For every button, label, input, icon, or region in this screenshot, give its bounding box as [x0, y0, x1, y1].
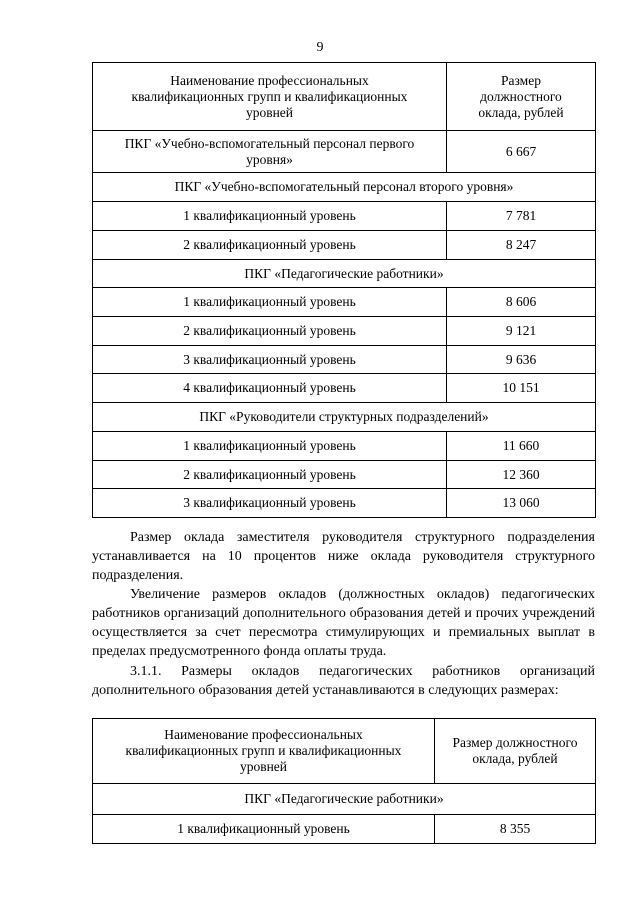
level-value: 12 360 — [447, 461, 596, 489]
level-label: 4 квалификационный уровень — [93, 374, 447, 403]
level-value: 11 660 — [447, 432, 596, 461]
group-row — [93, 173, 596, 202]
table-row — [93, 374, 596, 403]
table-row — [93, 815, 596, 844]
level-value: 8 606 — [447, 288, 596, 317]
page-number: 9 — [316, 40, 324, 55]
paragraph-deputy-salary: Размер оклада заместителя руководителя структурного подразделения устанавливается на 10 процентов ниже оклада руководителя структурного подразделения. — [92, 530, 595, 583]
table-row — [93, 288, 596, 317]
table-row — [93, 461, 596, 489]
table-row — [93, 346, 596, 374]
header-qualification-groups: Наименование профессиональных квалификационных групп и квалификационных уровней — [93, 63, 447, 131]
level-label: 1 квалификационный уровень — [93, 432, 447, 461]
group-row — [93, 784, 596, 815]
level-value: 8 355 — [435, 815, 596, 844]
level-label: 2 квалификационный уровень — [93, 461, 447, 489]
level-value: 13 060 — [447, 489, 596, 518]
level-label: 1 квалификационный уровень — [93, 815, 435, 844]
header-salary-size: Размер должностного оклада, рублей — [447, 63, 596, 131]
header-salary-size: Размер должностного оклада, рублей — [435, 719, 596, 784]
level-label: 1 квалификационный уровень — [93, 202, 447, 231]
level-label: 1 квалификационный уровень — [93, 288, 447, 317]
level-label: 3 квалификационный уровень — [93, 489, 447, 518]
group-row — [93, 403, 596, 432]
level-label: 2 квалификационный уровень — [93, 317, 447, 346]
level-label: 2 квалификационный уровень — [93, 231, 447, 260]
pkg-support-staff-level1-label: ПКГ «Учебно-вспомогательный персонал первого уровня» — [93, 131, 447, 173]
table-row — [93, 202, 596, 231]
table-header-row — [93, 63, 596, 131]
group-pedagogical-workers: ПКГ «Педагогические работники» — [93, 784, 596, 815]
level-value: 8 247 — [447, 231, 596, 260]
level-value: 9 121 — [447, 317, 596, 346]
table-row — [93, 231, 596, 260]
level-label: 3 квалификационный уровень — [93, 346, 447, 374]
table-row — [93, 489, 596, 518]
level-value: 7 781 — [447, 202, 596, 231]
paragraph-salary-increase: Увеличение размеров окладов (должностных окладов) педагогических работников организаций дополнительного образования детей и прочих учреждений осуществляется за счет пересмотра стимулирующих и премиальных выплат в пределах предусмотренного фонда оплаты труда. — [92, 587, 595, 659]
group-pedagogical-workers: ПКГ «Педагогические работники» — [93, 260, 596, 288]
table-row — [93, 131, 596, 173]
level-value: 10 151 — [447, 374, 596, 403]
table-row — [93, 432, 596, 461]
paragraph-section-3-1-1: 3.1.1. Размеры окладов педагогических работников организаций дополнительного образования детей устанавливаются в следующих размерах: — [92, 664, 595, 698]
group-support-staff-level2: ПКГ «Учебно-вспомогательный персонал второго уровня» — [93, 173, 596, 202]
header-qualification-groups: Наименование профессиональных квалификационных групп и квалификационных уровней — [93, 719, 435, 784]
salary-table-2 — [92, 718, 596, 844]
group-row — [93, 260, 596, 288]
salary-table-1 — [92, 62, 596, 518]
group-unit-heads: ПКГ «Руководители структурных подразделений» — [93, 403, 596, 432]
pkg-support-staff-level1-value: 6 667 — [447, 131, 596, 173]
table-header-row — [93, 719, 596, 784]
table-row — [93, 317, 596, 346]
level-value: 9 636 — [447, 346, 596, 374]
